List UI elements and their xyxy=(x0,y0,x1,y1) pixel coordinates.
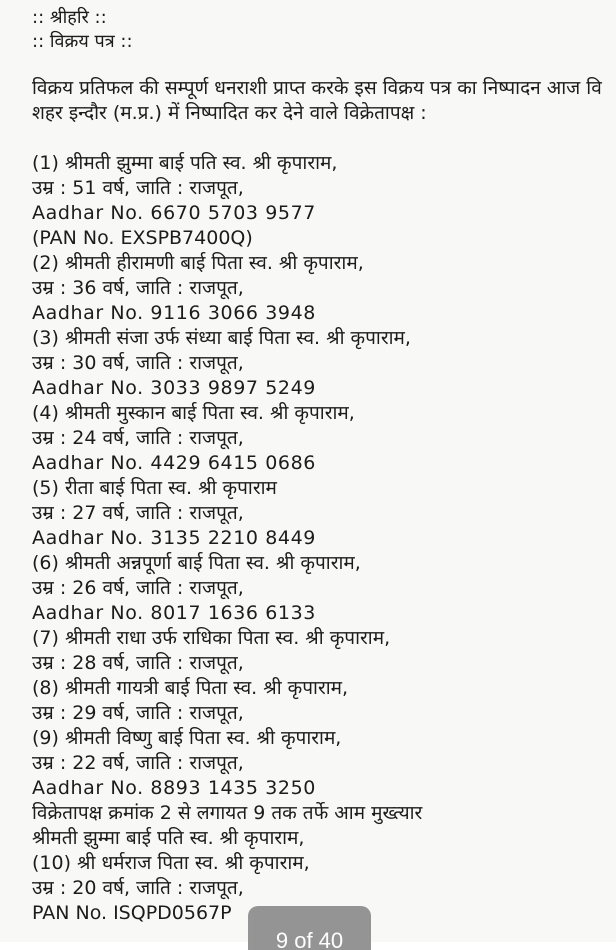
intro-line-1: विक्रय प्रतिफल की सम्पूर्ण धनराशी प्राप्त करके इस विक्रय पत्र का निष्पादन आज वि xyxy=(32,77,602,99)
body-line: उम्र : 36 वर्ष, जाति : राजपूत, xyxy=(32,277,244,299)
body-line: उम्र : 24 वर्ष, जाति : राजपूत, xyxy=(32,427,244,449)
body-line: (2) श्रीमती हीरामणी बाई पिता स्व. श्री कृपाराम, xyxy=(32,252,364,274)
aadhar-line: Aadhar No. 3135 2210 8449 xyxy=(32,527,316,549)
body-line: श्रीमती झुम्मा बाई पति स्व. श्री कृपाराम, xyxy=(32,827,305,849)
aadhar-line: Aadhar No. 3033 9897 5249 xyxy=(32,377,316,399)
body-line: (9) श्रीमती विष्णु बाई पिता स्व. श्री कृपाराम, xyxy=(32,727,342,749)
body-line: उम्र : 30 वर्ष, जाति : राजपूत, xyxy=(32,352,244,374)
body-line: (7) श्रीमती राधा उर्फ राधिका पिता स्व. श्री कृपाराम, xyxy=(32,627,391,649)
page-indicator xyxy=(248,906,371,950)
header-vikray-patra: :: विक्रय पत्र :: xyxy=(32,31,133,52)
body-line: उम्र : 26 वर्ष, जाति : राजपूत, xyxy=(32,577,244,599)
body-line: विक्रेतापक्ष क्रमांक 2 से लगायत 9 तक तर्फे आम मुख्त्यार xyxy=(32,802,423,824)
body-line: (4) श्रीमती मुस्कान बाई पिता स्व. श्री कृपाराम, xyxy=(32,402,355,424)
body-line: (10) श्री धर्मराज पिता स्व. श्री कृपाराम, xyxy=(32,852,310,874)
body-line: उम्र : 27 वर्ष, जाति : राजपूत, xyxy=(32,502,244,524)
body-line: उम्र : 22 वर्ष, जाति : राजपूत, xyxy=(32,752,244,774)
aadhar-line: Aadhar No. 9116 3066 3948 xyxy=(32,302,316,324)
aadhar-line: Aadhar No. 6670 5703 9577 xyxy=(32,202,316,224)
body-line: (3) श्रीमती संजा उर्फ संध्या बाई पिता स्व. श्री कृपाराम, xyxy=(32,327,411,349)
aadhar-line: Aadhar No. 8893 1435 3250 xyxy=(32,777,316,799)
body-line: उम्र : 29 वर्ष, जाति : राजपूत, xyxy=(32,702,244,724)
body-line: (1) श्रीमती झुम्मा बाई पति स्व. श्री कृपाराम, xyxy=(32,152,338,174)
aadhar-line: Aadhar No. 8017 1636 6133 xyxy=(32,602,316,624)
header-shrihari: :: श्रीहरि :: xyxy=(32,7,107,28)
page-indicator-label: 9 of 40 xyxy=(275,928,344,950)
pan-line: (PAN No. EXSPB7400Q) xyxy=(32,227,253,249)
body-line: (8) श्रीमती गायत्री बाई पिता स्व. श्री कृपाराम, xyxy=(32,677,349,699)
pan-line: PAN No. ISQPD0567P xyxy=(32,902,232,924)
body-line: (5) रीता बाई पिता स्व. श्री कृपाराम xyxy=(32,477,277,499)
intro-line-2: शहर इन्दौर (म.प्र.) में निष्पादित कर देने वाले विक्रेतापक्ष : xyxy=(32,102,427,124)
body-line: उम्र : 51 वर्ष, जाति : राजपूत, xyxy=(32,177,244,199)
aadhar-line: Aadhar No. 4429 6415 0686 xyxy=(32,452,316,474)
body-line: उम्र : 28 वर्ष, जाति : राजपूत, xyxy=(32,652,244,674)
body-line: (6) श्रीमती अन्नपूर्णा बाई पिता स्व. श्री कृपाराम, xyxy=(32,552,361,574)
body-line: उम्र : 20 वर्ष, जाति : राजपूत, xyxy=(32,877,244,899)
